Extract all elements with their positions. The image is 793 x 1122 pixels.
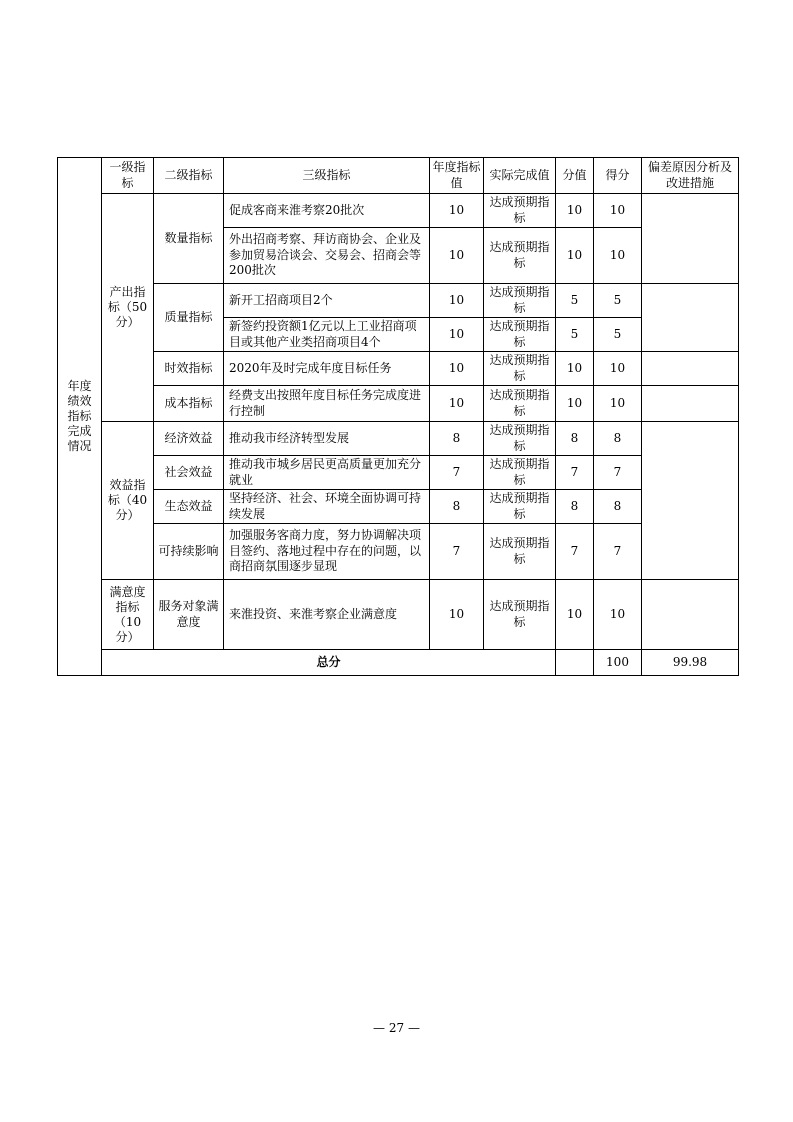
- table-row: [58, 352, 739, 386]
- score-cell: 7: [594, 456, 642, 490]
- weight-cell: 7: [556, 524, 594, 580]
- header-level2: 二级指标: [154, 158, 224, 194]
- header-target: 年度指标值: [430, 158, 484, 194]
- score-cell: 10: [594, 580, 642, 650]
- subgroup-quantity: 数量指标: [154, 194, 224, 284]
- header-score: 得分: [594, 158, 642, 194]
- total-row: [58, 650, 739, 676]
- weight-cell: 8: [556, 422, 594, 456]
- header-level3: 三级指标: [224, 158, 430, 194]
- target-cell: 10: [430, 580, 484, 650]
- weight-cell: 7: [556, 456, 594, 490]
- indicator-cell: 加强服务客商力度，努力协调解决项目签约、落地过程中存在的问题，以商招商氛围逐步显现: [224, 524, 430, 580]
- table-row: [58, 490, 739, 524]
- weight-cell: 10: [556, 194, 594, 228]
- table-row: [58, 386, 739, 422]
- target-cell: 10: [430, 352, 484, 386]
- indicator-cell: 推动我市城乡居民更高质量更加充分就业: [224, 456, 430, 490]
- indicator-cell: 坚持经济、社会、环境全面协调可持续发展: [224, 490, 430, 524]
- target-cell: 10: [430, 228, 484, 284]
- subgroup-social: 社会效益: [154, 456, 224, 490]
- score-cell: 10: [594, 386, 642, 422]
- actual-cell: 达成预期指标: [484, 524, 556, 580]
- score-cell: 8: [594, 490, 642, 524]
- header-level1: 一级指标: [102, 158, 154, 194]
- group-benefit: 效益指标（40分）: [102, 422, 154, 580]
- deviation-cell: [642, 194, 739, 284]
- score-cell: 5: [594, 284, 642, 318]
- indicator-cell: 促成客商来淮考察20批次: [224, 194, 430, 228]
- actual-cell: 达成预期指标: [484, 284, 556, 318]
- actual-cell: 达成预期指标: [484, 386, 556, 422]
- subgroup-timeliness: 时效指标: [154, 352, 224, 386]
- table-row: [58, 580, 739, 650]
- table-row: [58, 524, 739, 580]
- indicator-cell: 2020年及时完成年度目标任务: [224, 352, 430, 386]
- score-cell: 10: [594, 352, 642, 386]
- actual-cell: 达成预期指标: [484, 422, 556, 456]
- weight-cell: 10: [556, 228, 594, 284]
- actual-cell: 达成预期指标: [484, 490, 556, 524]
- weight-cell: 10: [556, 386, 594, 422]
- weight-cell: 5: [556, 284, 594, 318]
- subgroup-economic: 经济效益: [154, 422, 224, 456]
- subgroup-ecological: 生态效益: [154, 490, 224, 524]
- subgroup-quality: 质量指标: [154, 284, 224, 352]
- header-weight: 分值: [556, 158, 594, 194]
- deviation-cell: [642, 580, 739, 650]
- target-cell: 10: [430, 284, 484, 318]
- header-deviation: 偏差原因分析及改进措施: [642, 158, 739, 194]
- indicator-cell: 新签约投资额1亿元以上工业招商项目或其他产业类招商项目4个: [224, 318, 430, 352]
- actual-cell: 达成预期指标: [484, 194, 556, 228]
- target-cell: 10: [430, 318, 484, 352]
- header-row: [58, 158, 739, 194]
- score-cell: 10: [594, 194, 642, 228]
- score-cell: 5: [594, 318, 642, 352]
- group-output: 产出指标（50分）: [102, 194, 154, 422]
- total-weight: 100: [594, 650, 642, 676]
- performance-table: [57, 157, 739, 676]
- page-number: — 27 —: [373, 1021, 420, 1035]
- target-cell: 10: [430, 194, 484, 228]
- total-actual-cell: [556, 650, 594, 676]
- subgroup-service: 服务对象满意度: [154, 580, 224, 650]
- subgroup-cost: 成本指标: [154, 386, 224, 422]
- table-row: [58, 194, 739, 228]
- total-score: 99.98: [642, 650, 739, 676]
- table-row: [58, 422, 739, 456]
- weight-cell: 8: [556, 490, 594, 524]
- score-cell: 7: [594, 524, 642, 580]
- deviation-cell: [642, 386, 739, 422]
- weight-cell: 10: [556, 352, 594, 386]
- score-cell: 8: [594, 422, 642, 456]
- indicator-cell: 经费支出按照年度目标任务完成度进行控制: [224, 386, 430, 422]
- target-cell: 7: [430, 524, 484, 580]
- target-cell: 8: [430, 422, 484, 456]
- target-cell: 8: [430, 490, 484, 524]
- indicator-cell: 来淮投资、来淮考察企业满意度: [224, 580, 430, 650]
- total-label: 总分: [102, 650, 556, 676]
- deviation-cell: [642, 284, 739, 352]
- score-cell: 10: [594, 228, 642, 284]
- table-row: [58, 284, 739, 318]
- subgroup-sustainable: 可持续影响: [154, 524, 224, 580]
- actual-cell: 达成预期指标: [484, 318, 556, 352]
- indicator-cell: 外出招商考察、拜访商协会、企业及参加贸易洽谈会、交易会、招商会等200批次: [224, 228, 430, 284]
- indicator-cell: 推动我市经济转型发展: [224, 422, 430, 456]
- indicator-cell: 新开工招商项目2个: [224, 284, 430, 318]
- deviation-cell: [642, 422, 739, 580]
- actual-cell: 达成预期指标: [484, 580, 556, 650]
- actual-cell: 达成预期指标: [484, 456, 556, 490]
- target-cell: 10: [430, 386, 484, 422]
- weight-cell: 10: [556, 580, 594, 650]
- table-row: [58, 456, 739, 490]
- header-actual: 实际完成值: [484, 158, 556, 194]
- group-satisfaction: 满意度指标（10分）: [102, 580, 154, 650]
- section-title-cell: 年度绩效指标完成情况: [58, 158, 102, 676]
- weight-cell: 5: [556, 318, 594, 352]
- actual-cell: 达成预期指标: [484, 352, 556, 386]
- actual-cell: 达成预期指标: [484, 228, 556, 284]
- target-cell: 7: [430, 456, 484, 490]
- deviation-cell: [642, 352, 739, 386]
